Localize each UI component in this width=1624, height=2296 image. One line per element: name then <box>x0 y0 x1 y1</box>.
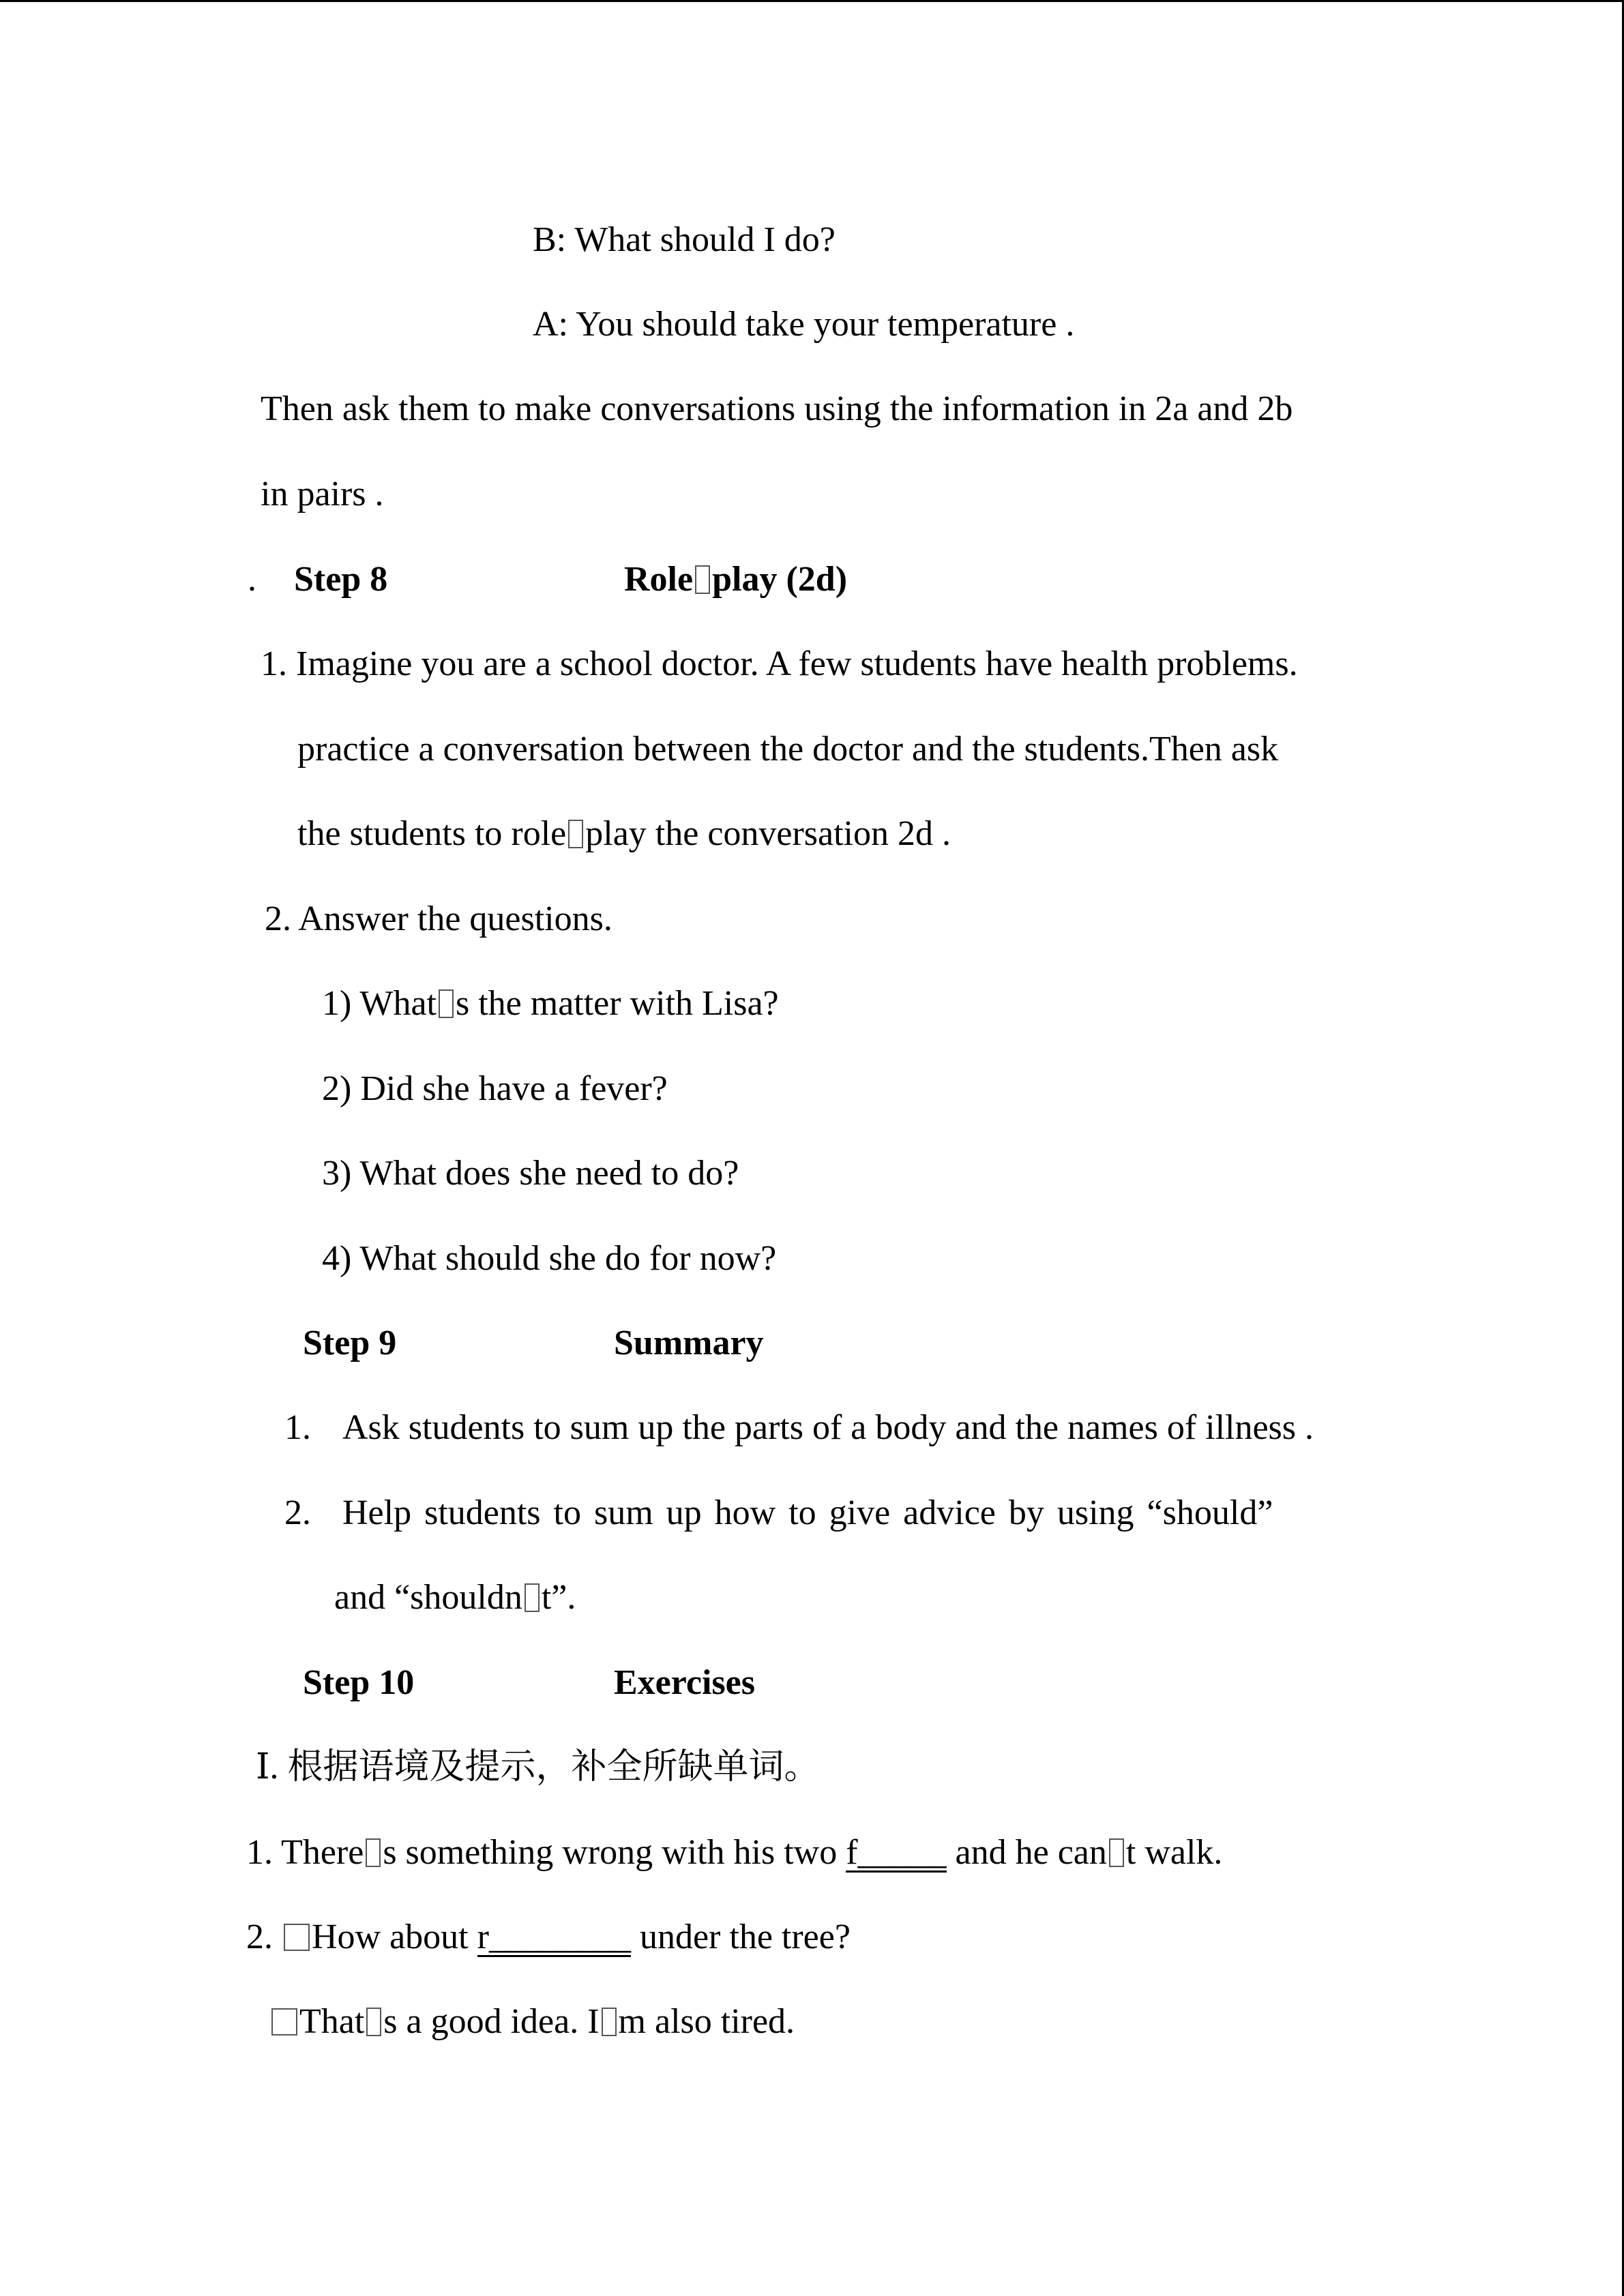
step9-title: Summary <box>614 1324 764 1362</box>
intro-line-1: Then ask them to make conversations using the information in 2a and 2b <box>261 389 1293 428</box>
missing-glyph-box <box>271 2008 297 2036</box>
step9-item2-number: 2. <box>284 1493 311 1532</box>
step8-title: Role play (2d) <box>624 560 848 599</box>
step8-label: Step 8 <box>294 560 388 599</box>
step9-item2-continuation: and “shouldn t”. <box>334 1578 576 1617</box>
missing-glyph-box <box>439 989 454 1018</box>
answer-blank[interactable]: r________ <box>477 1918 631 1956</box>
step9-label: Step 9 <box>303 1324 397 1362</box>
exercise-section-heading: Ⅰ. 根据语境及提示，补全所缺单词。 <box>256 1748 820 1787</box>
dialogue-a-line: A: You should take your temperature . <box>533 305 1075 344</box>
missing-glyph-box <box>366 2008 381 2036</box>
dialogue-b-line: B: What should I do? <box>533 220 836 259</box>
step9-item1-number: 1. <box>284 1408 311 1447</box>
step8-item2-heading: 2. Answer the questions. <box>265 899 612 938</box>
missing-glyph-box <box>1109 1838 1124 1867</box>
question-3: 3) What does she need to do? <box>322 1154 739 1193</box>
step10-title: Exercises <box>614 1663 755 1702</box>
step8-item1-line1: 1. Imagine you are a school doctor. A few students have health problems. <box>261 644 1298 683</box>
answer-blank[interactable]: f_____ <box>846 1833 947 1872</box>
exercise-1: 1. There s something wrong with his two f_____ and he can t walk. <box>246 1833 1223 1872</box>
missing-glyph-box <box>366 1838 381 1867</box>
question-1: 1) What s the matter with Lisa? <box>322 984 779 1023</box>
step8-item1-line3: the students to role play the conversation 2d . <box>297 814 951 853</box>
question-2: 2) Did she have a fever? <box>322 1069 668 1108</box>
intro-line-2: in pairs . <box>261 475 384 513</box>
step9-item2-text: Help students to sum up how to give advice by using “should” <box>342 1493 1273 1532</box>
missing-glyph-box <box>284 1924 310 1951</box>
missing-glyph-box <box>525 1583 540 1612</box>
step8-item1-line2: practice a conversation between the doctor and the students.Then ask <box>297 730 1279 769</box>
question-4: 4) What should she do for now? <box>322 1239 777 1278</box>
step10-label: Step 10 <box>303 1663 415 1702</box>
top-border <box>0 0 1624 2</box>
step9-item1-text: Ask students to sum up the parts of a body and the names of illness . <box>342 1408 1314 1447</box>
exercise-2: 2. How about r________ under the tree? <box>246 1918 851 1956</box>
step8-bullet: . <box>248 560 256 599</box>
missing-glyph-box <box>602 2008 617 2036</box>
missing-glyph-box <box>695 565 710 594</box>
exercise-2-reply: That s a good idea. I m also tired. <box>269 2001 795 2042</box>
missing-glyph-box <box>568 820 583 848</box>
